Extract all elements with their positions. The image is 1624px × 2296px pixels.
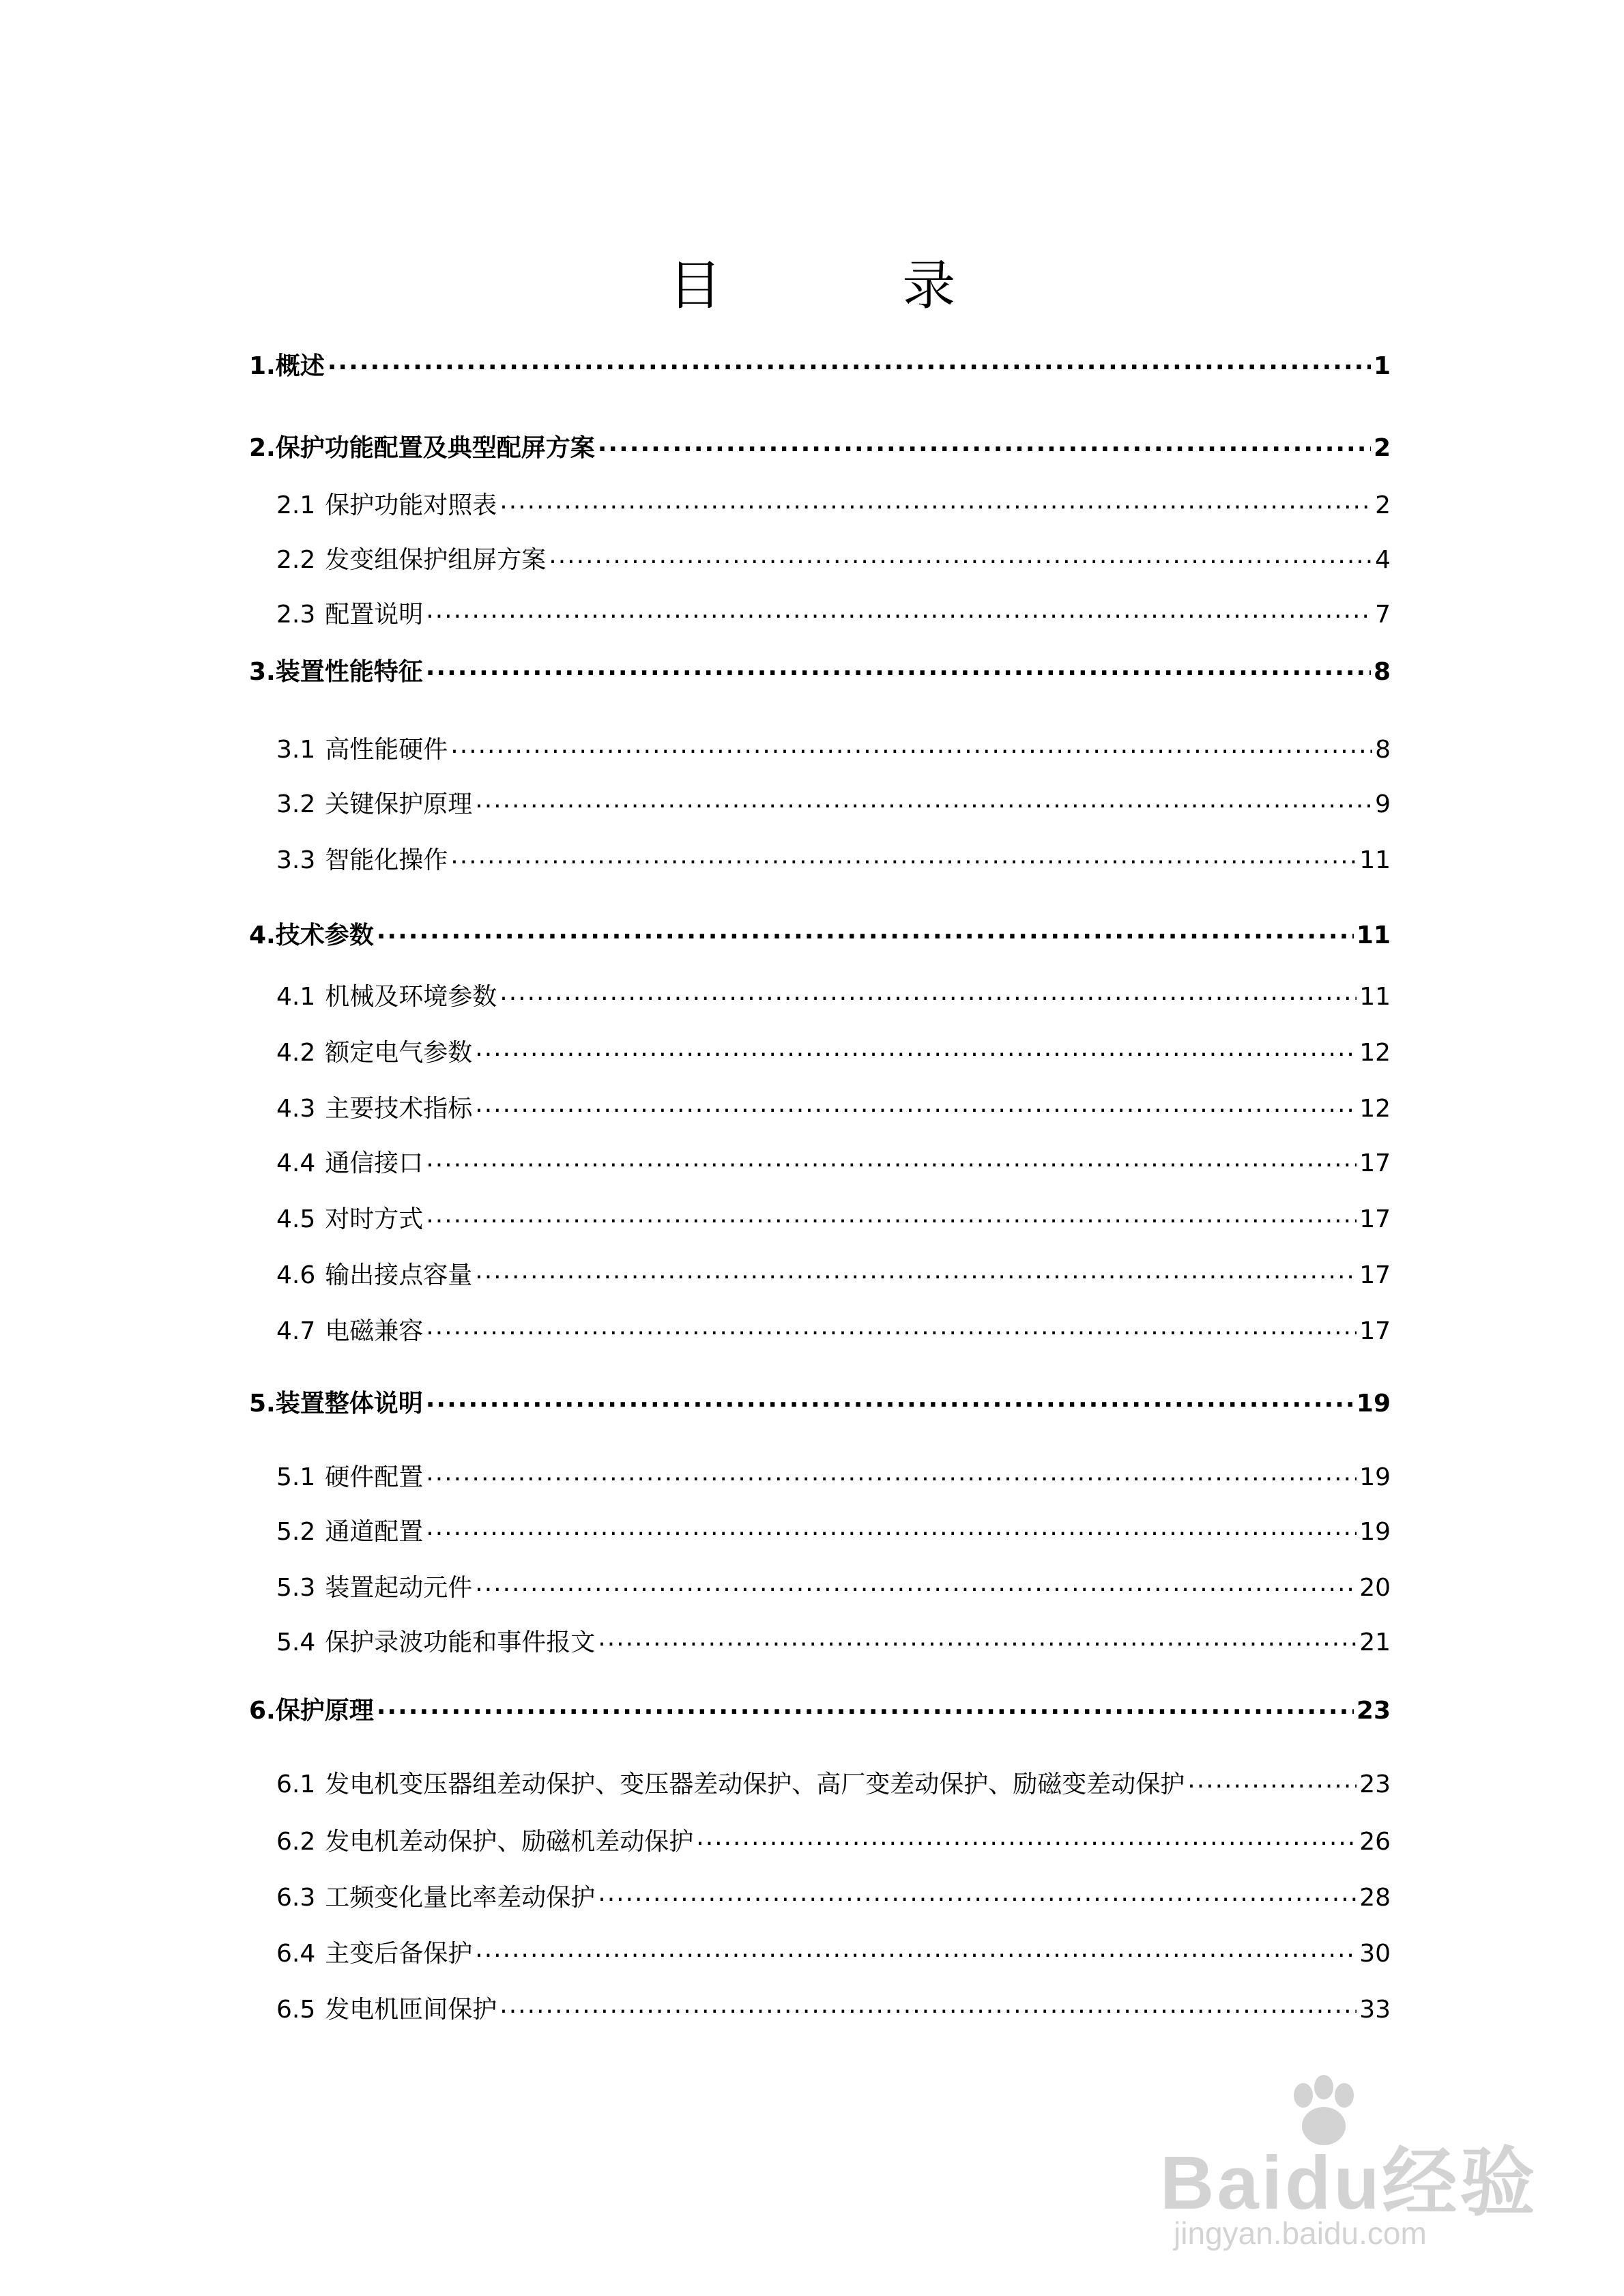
toc-page-number: 17 <box>1359 1261 1391 1289</box>
toc-chapter-entry[interactable] <box>249 652 1391 687</box>
toc-entry-number: 6.3 <box>276 1884 316 1912</box>
toc-leader-dots <box>426 1147 1357 1171</box>
toc-section-entry[interactable] <box>276 486 1391 521</box>
toc-section-entry[interactable] <box>276 595 1391 630</box>
toc-entry-number: 6.2 <box>276 1828 316 1856</box>
toc-entry-number: 5.1 <box>276 1463 316 1491</box>
toc-entry-label: 配置说明 <box>325 601 424 629</box>
toc-entry-label: 装置起动元件 <box>325 1574 473 1602</box>
toc-leader-dots <box>377 1694 1354 1719</box>
toc-entry-number: 3.3 <box>276 846 316 874</box>
toc-page-number: 1 <box>1373 352 1391 380</box>
toc-section-entry[interactable] <box>276 1512 1391 1547</box>
toc-leader-dots <box>1187 1768 1357 1792</box>
toc-page-number: 11 <box>1359 846 1391 874</box>
toc-leader-dots <box>598 1626 1357 1650</box>
toc-page-number: 12 <box>1359 1039 1391 1067</box>
toc-entry-number: 4.7 <box>276 1317 316 1345</box>
toc-entry-number: 2.3 <box>276 601 316 629</box>
toc-entry-label: 发电机变压器组差动保护、变压器差动保护、高厂变差动保护、励磁变差动保护 <box>325 1770 1185 1798</box>
toc-section-entry[interactable] <box>276 785 1391 820</box>
toc-page-number: 7 <box>1375 601 1391 629</box>
toc-section-entry[interactable] <box>276 730 1391 765</box>
toc-leader-dots <box>598 431 1371 456</box>
toc-entry-label: 概述 <box>275 352 325 380</box>
toc-entry-number: 6.1 <box>276 1770 316 1798</box>
toc-entry-label: 保护功能对照表 <box>325 491 497 519</box>
toc-section-entry[interactable] <box>276 1878 1391 1913</box>
toc-entry-label: 硬件配置 <box>325 1463 424 1491</box>
toc-section-entry[interactable] <box>276 1822 1391 1857</box>
toc-page-number: 17 <box>1359 1205 1391 1233</box>
toc-entry-number: 4.1 <box>276 983 316 1011</box>
toc-page-number: 4 <box>1375 546 1391 574</box>
toc-entry-label: 发电机匝间保护 <box>325 1996 497 2024</box>
toc-entry-number: 6. <box>249 1697 276 1725</box>
watermark-url: jingyan.baidu.com <box>1174 2215 1427 2251</box>
toc-page-number: 2 <box>1375 491 1391 519</box>
toc-page-number: 33 <box>1359 1996 1391 2024</box>
toc-entry-label: 输出接点容量 <box>325 1261 473 1289</box>
toc-leader-dots <box>450 844 1357 868</box>
toc-page-number: 11 <box>1356 921 1391 949</box>
toc-leader-dots <box>696 1825 1357 1850</box>
toc-leader-dots <box>426 1461 1357 1485</box>
toc-entry-label: 额定电气参数 <box>325 1039 473 1067</box>
toc-entry-number: 2.1 <box>276 491 316 519</box>
toc-section-entry[interactable] <box>276 1934 1391 1969</box>
toc-entry-label: 装置整体说明 <box>275 1390 423 1418</box>
toc-leader-dots <box>450 733 1372 758</box>
toc-page-number: 19 <box>1359 1518 1391 1546</box>
toc-leader-dots <box>499 1993 1357 2018</box>
toc-page-number: 11 <box>1359 983 1391 1011</box>
toc-section-entry[interactable] <box>276 1089 1391 1124</box>
toc-entry-number: 4.2 <box>276 1039 316 1067</box>
toc-entry-number: 4.6 <box>276 1261 316 1289</box>
toc-page-number: 19 <box>1359 1463 1391 1491</box>
toc-leader-dots <box>475 788 1372 812</box>
toc-page-number: 9 <box>1375 790 1391 818</box>
toc-page-number: 17 <box>1359 1149 1391 1177</box>
toc-page-number: 28 <box>1359 1884 1391 1912</box>
toc-entry-number: 1. <box>249 352 276 380</box>
toc-leader-dots <box>475 1937 1357 1962</box>
toc-section-entry[interactable] <box>276 841 1391 876</box>
toc-entry-number: 5.3 <box>276 1574 316 1602</box>
toc-entry-label: 关键保护原理 <box>325 790 473 818</box>
toc-leader-dots <box>426 1387 1354 1411</box>
toc-leader-dots <box>426 1515 1357 1540</box>
toc-entry-number: 2.2 <box>276 546 316 574</box>
toc-leader-dots <box>426 1203 1357 1227</box>
toc-entry-number: 5. <box>249 1390 276 1418</box>
toc-page-number: 2 <box>1373 434 1391 462</box>
toc-entry-label: 技术参数 <box>275 921 374 949</box>
toc-entry-number: 3.2 <box>276 790 316 818</box>
toc-section-entry[interactable] <box>276 1256 1391 1291</box>
toc-page-number: 26 <box>1359 1828 1391 1856</box>
toc-entry-number: 4.3 <box>276 1095 316 1123</box>
toc-section-entry[interactable] <box>276 1144 1391 1179</box>
toc-page-number: 23 <box>1359 1770 1391 1798</box>
toc-entry-number: 4.4 <box>276 1149 316 1177</box>
toc-entry-number: 5.2 <box>276 1518 316 1546</box>
toc-section-entry[interactable] <box>276 1458 1391 1493</box>
toc-leader-dots <box>328 349 1371 374</box>
toc-leader-dots <box>499 980 1357 1005</box>
toc-entry-number: 4.5 <box>276 1205 316 1233</box>
toc-leader-dots <box>475 1092 1357 1117</box>
toc-entry-number: 2. <box>249 434 276 462</box>
toc-section-entry[interactable] <box>276 1200 1391 1235</box>
watermark-brand: Baidu经验 <box>1160 2141 1538 2225</box>
toc-entry-label: 高性能硬件 <box>325 736 448 764</box>
toc-entry-number: 6.4 <box>276 1940 316 1968</box>
toc-entry-label: 工频变化量比率差动保护 <box>325 1884 596 1912</box>
toc-page-number: 21 <box>1359 1628 1391 1656</box>
toc-entry-number: 6.5 <box>276 1996 316 2024</box>
toc-section-entry[interactable] <box>276 1033 1391 1068</box>
toc-chapter-entry[interactable] <box>249 1691 1391 1726</box>
toc-entry-label: 保护原理 <box>275 1697 374 1725</box>
toc-entry-label: 主要技术指标 <box>325 1095 473 1123</box>
toc-page-number: 17 <box>1359 1317 1391 1345</box>
toc-leader-dots <box>475 1571 1357 1596</box>
page-title: 目 录 <box>668 255 1038 317</box>
toc-entry-label: 智能化操作 <box>325 846 448 874</box>
toc-entry-label: 通信接口 <box>325 1149 424 1177</box>
toc-page-number: 19 <box>1356 1390 1391 1418</box>
toc-leader-dots <box>426 1315 1357 1339</box>
toc-entry-label: 机械及环境参数 <box>325 983 497 1011</box>
toc-leader-dots <box>426 655 1371 680</box>
toc-page-number: 23 <box>1356 1697 1391 1725</box>
toc-entry-number: 3.1 <box>276 736 316 764</box>
toc-section-entry[interactable] <box>276 977 1391 1012</box>
toc-entry-label: 电磁兼容 <box>325 1317 424 1345</box>
toc-entry-label: 保护录波功能和事件报文 <box>325 1628 596 1656</box>
baidu-watermark <box>1160 2075 1569 2266</box>
toc-entry-number: 3. <box>249 658 276 686</box>
toc-leader-dots <box>598 1881 1357 1906</box>
toc-section-entry[interactable] <box>276 1990 1391 2025</box>
toc-entry-label: 装置性能特征 <box>275 658 423 686</box>
toc-leader-dots <box>499 489 1372 513</box>
toc-page-number: 30 <box>1359 1940 1391 1968</box>
toc-section-entry[interactable] <box>276 1765 1391 1800</box>
toc-entry-label: 通道配置 <box>325 1518 424 1546</box>
toc-entry-label: 保护功能配置及典型配屏方案 <box>275 434 595 462</box>
toc-entry-label: 主变后备保护 <box>325 1940 473 1968</box>
toc-section-entry[interactable] <box>276 1623 1391 1658</box>
toc-entry-number: 5.4 <box>276 1628 316 1656</box>
toc-page-number: 20 <box>1359 1574 1391 1602</box>
toc-entry-number: 4. <box>249 921 276 949</box>
toc-chapter-entry[interactable] <box>249 429 1391 463</box>
toc-leader-dots <box>475 1259 1357 1283</box>
toc-chapter-entry[interactable] <box>249 916 1391 951</box>
toc-section-entry[interactable] <box>276 1568 1391 1603</box>
toc-chapter-entry[interactable] <box>249 1384 1391 1419</box>
toc-chapter-entry[interactable] <box>249 347 1391 382</box>
toc-leader-dots <box>426 598 1372 622</box>
toc-leader-dots <box>475 1036 1357 1061</box>
toc-page-number: 12 <box>1359 1095 1391 1123</box>
toc-entry-label: 发变组保护组屏方案 <box>325 546 547 574</box>
toc-section-entry[interactable] <box>276 541 1391 575</box>
toc-page-number: 8 <box>1375 736 1391 764</box>
toc-entry-label: 发电机差动保护、励磁机差动保护 <box>325 1828 694 1856</box>
toc-page-number: 8 <box>1373 658 1391 686</box>
toc-leader-dots <box>377 919 1354 943</box>
toc-section-entry[interactable] <box>276 1312 1391 1347</box>
toc-entry-label: 对时方式 <box>325 1205 424 1233</box>
toc-leader-dots <box>549 543 1372 568</box>
